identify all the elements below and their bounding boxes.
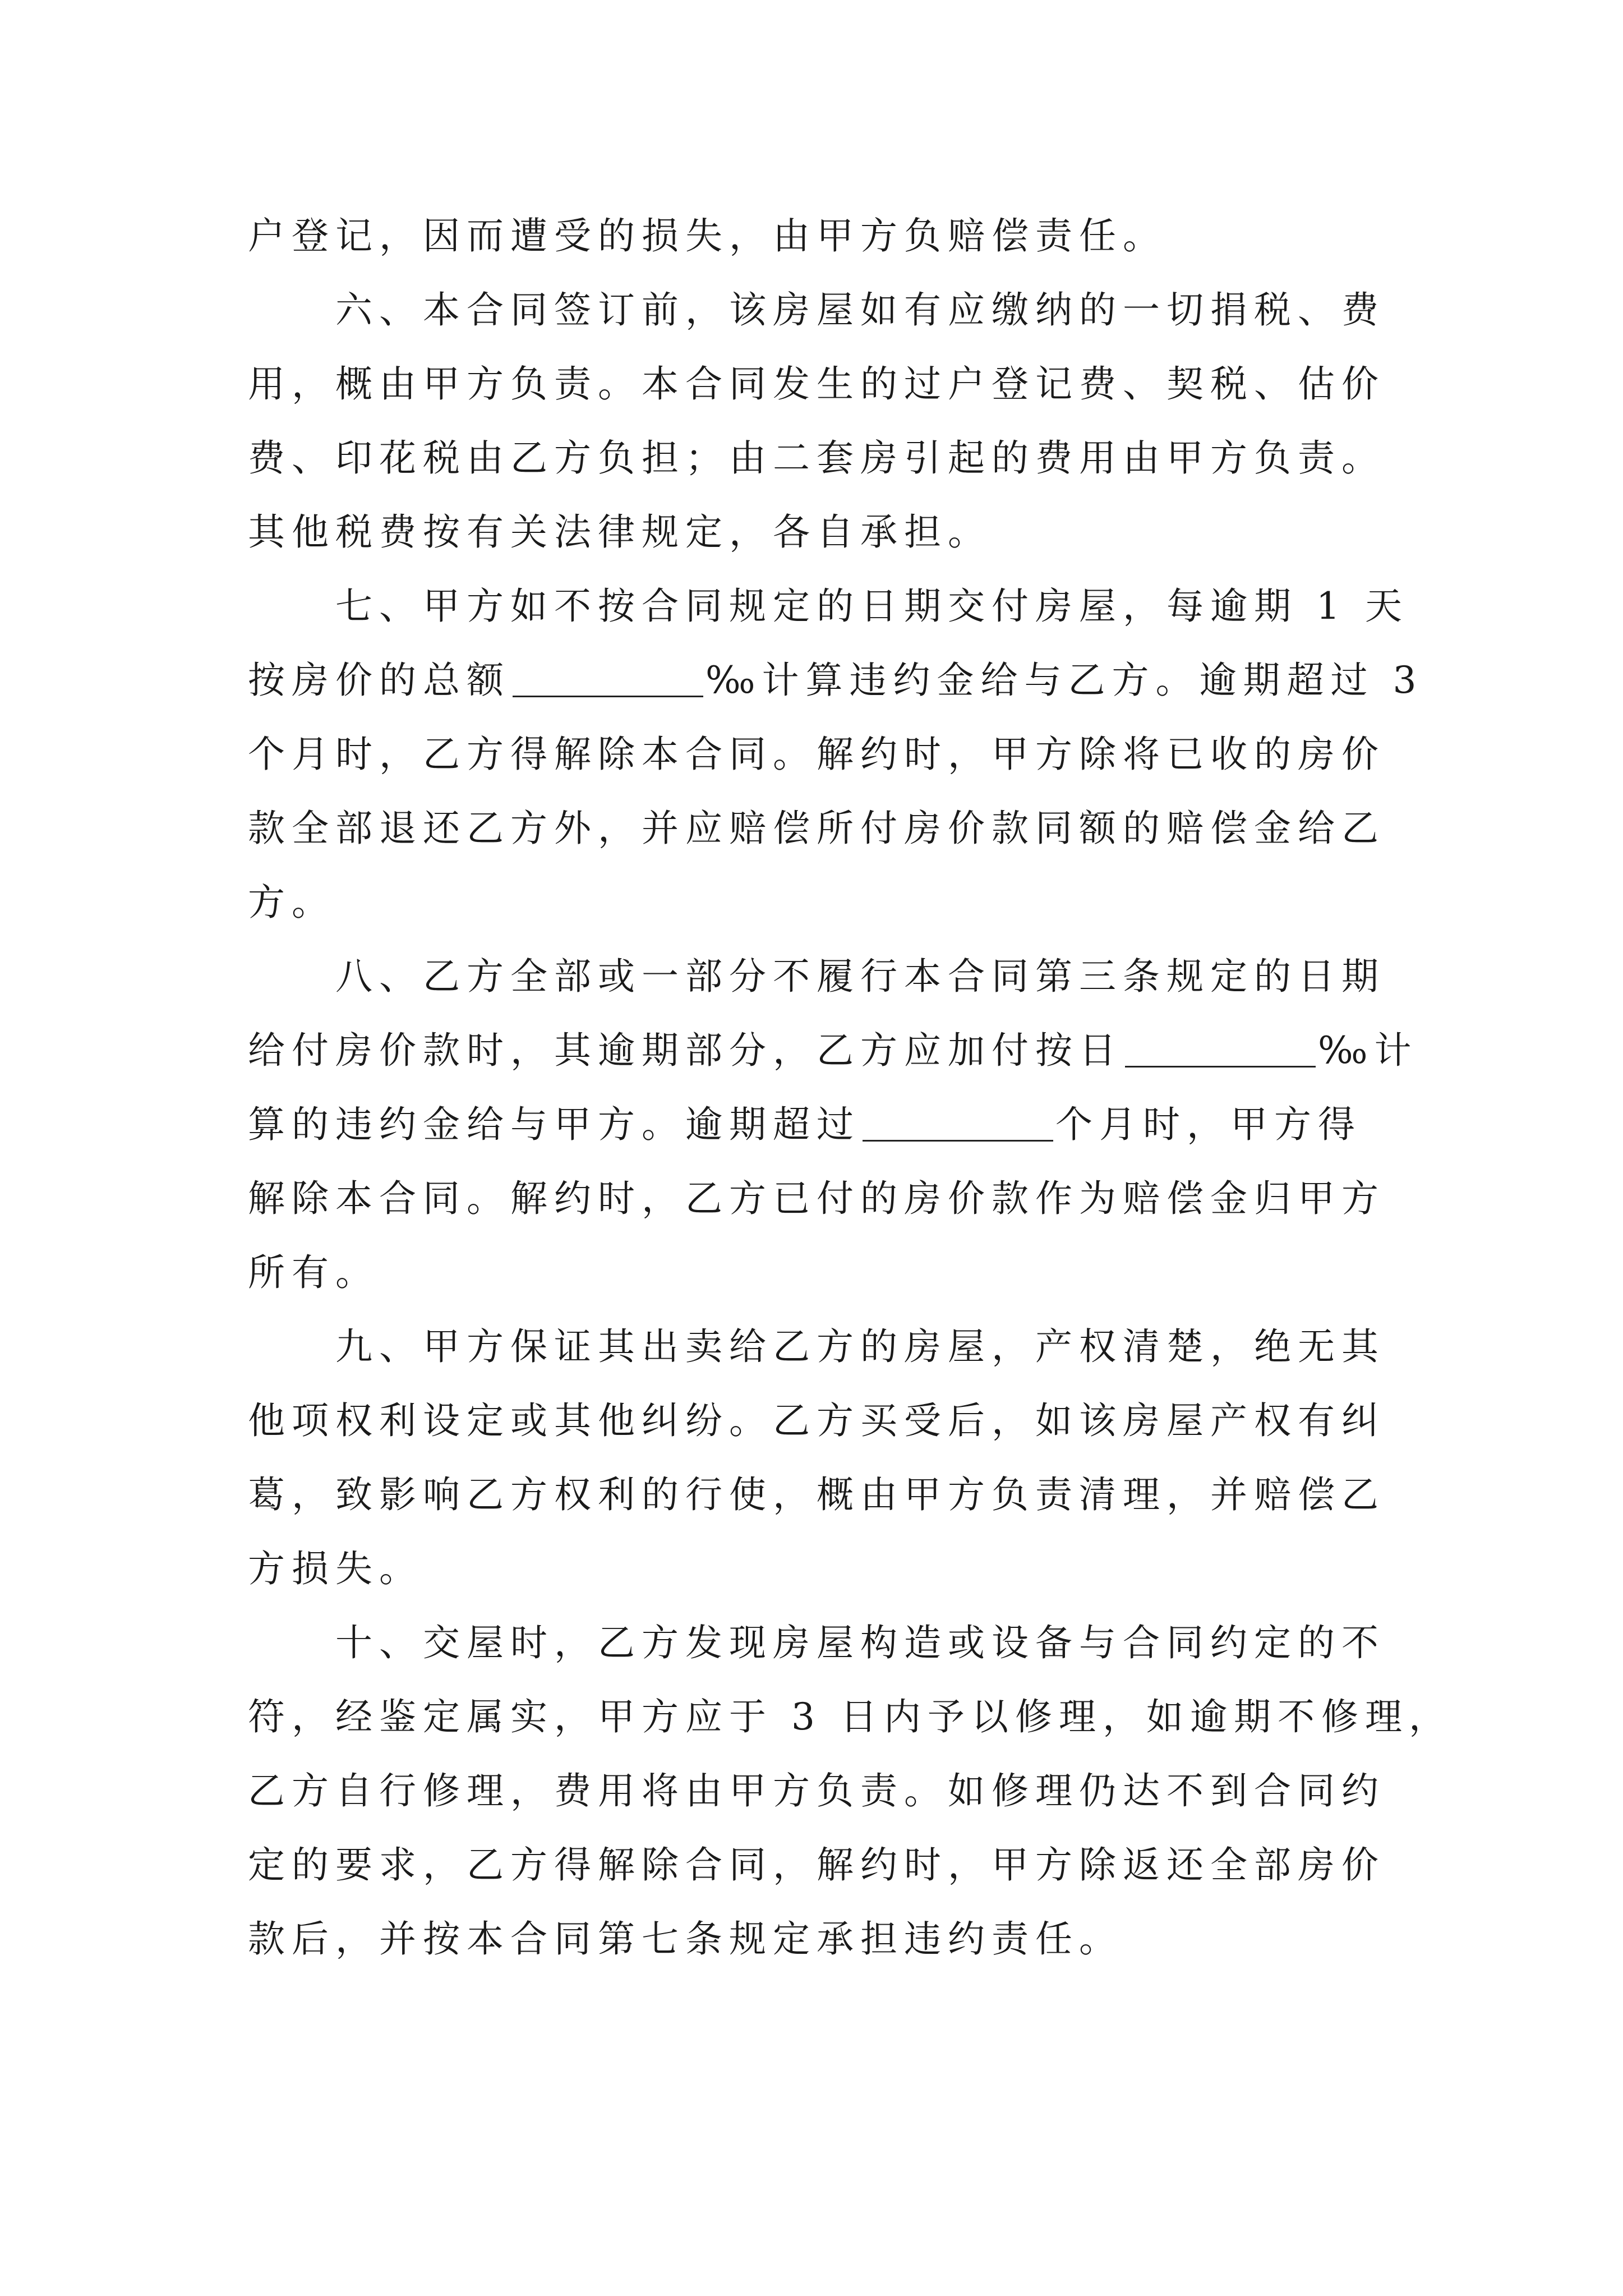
- text-segment: 给付房价款时，其逾期部分，乙方应加付按日: [248, 1029, 1123, 1072]
- clause-10-first-line: 十、交屋时，乙方发现房屋构造或设备与合同约定的不: [335, 1621, 1385, 1664]
- clause-7: [248, 569, 1423, 940]
- contract-body: [248, 199, 1453, 1976]
- clause-6: [248, 273, 1386, 569]
- clause-7-first-line: 七、甲方如不按合同规定的日期交付房屋，每逾期 1 天: [335, 585, 1409, 628]
- text-line: 款后，并按本合同第七条规定承担违约责任。: [248, 1917, 1123, 1961]
- text-line: 葛，致影响乙方权利的行使，概由甲方负责清理，并赔偿乙: [248, 1473, 1385, 1516]
- text-line: 用，概由甲方负责。本合同发生的过户登记费、契税、估价: [248, 362, 1385, 406]
- text-line: 费、印花税由乙方负担；由二套房引起的费用由甲方负责。: [248, 436, 1385, 480]
- text-segment: 算的违约金给与甲方。逾期超过: [248, 1103, 860, 1146]
- text-line: 所有。: [248, 1251, 379, 1294]
- text-line: 款全部退还乙方外，并应赔偿所付房价款同额的赔偿金给乙: [248, 807, 1385, 850]
- text-segment: 个月时，甲方得: [1055, 1103, 1362, 1146]
- text-line: 方。: [248, 881, 335, 924]
- fill-blank-daily-penalty-rate[interactable]: [513, 659, 703, 697]
- text-line: 符，经鉴定属实，甲方应于 3 日内予以修理，如逾期不修理，: [248, 1695, 1453, 1738]
- text-line: 乙方自行修理，费用将由甲方负责。如修理仍达不到合同约: [248, 1769, 1385, 1812]
- fill-blank-buyer-penalty-rate[interactable]: [1125, 1029, 1316, 1068]
- text-segment: ‰计: [1318, 1029, 1418, 1072]
- clause-6-first-line: 六、本合同签订前，该房屋如有应缴纳的一切捐税、费: [335, 288, 1385, 332]
- text-line: 方损失。: [248, 1547, 423, 1590]
- fill-blank-overdue-months[interactable]: [863, 1103, 1053, 1142]
- text-line: 个月时，乙方得解除本合同。解约时，甲方除将已收的房价: [248, 733, 1385, 776]
- text-line: 其他税费按有关法律规定，各自承担。: [248, 510, 992, 554]
- text-line: 定的要求，乙方得解除合同，解约时，甲方除返还全部房价: [248, 1843, 1385, 1887]
- text-line: 解除本合同。解约时，乙方已付的房价款作为赔偿金归甲方: [248, 1177, 1385, 1220]
- clause-8: [248, 940, 1418, 1310]
- text-segment: 按房价的总额: [248, 659, 510, 702]
- text-line: 户登记，因而遭受的损失，由甲方负赔偿责任。: [248, 214, 1166, 257]
- clause-8-first-line: 八、乙方全部或一部分不履行本合同第三条规定的日期: [335, 955, 1385, 998]
- clause-10: [248, 1606, 1453, 1976]
- text-segment: ‰计算违约金给与乙方。逾期超过 3: [706, 659, 1423, 702]
- text-line: 他项权利设定或其他纠纷。乙方买受后，如该房屋产权有纠: [248, 1399, 1385, 1442]
- clause-9-first-line: 九、甲方保证其出卖给乙方的房屋，产权清楚，绝无其: [335, 1325, 1385, 1368]
- clause-9: [248, 1310, 1386, 1606]
- clause-5-continuation: [248, 199, 1386, 273]
